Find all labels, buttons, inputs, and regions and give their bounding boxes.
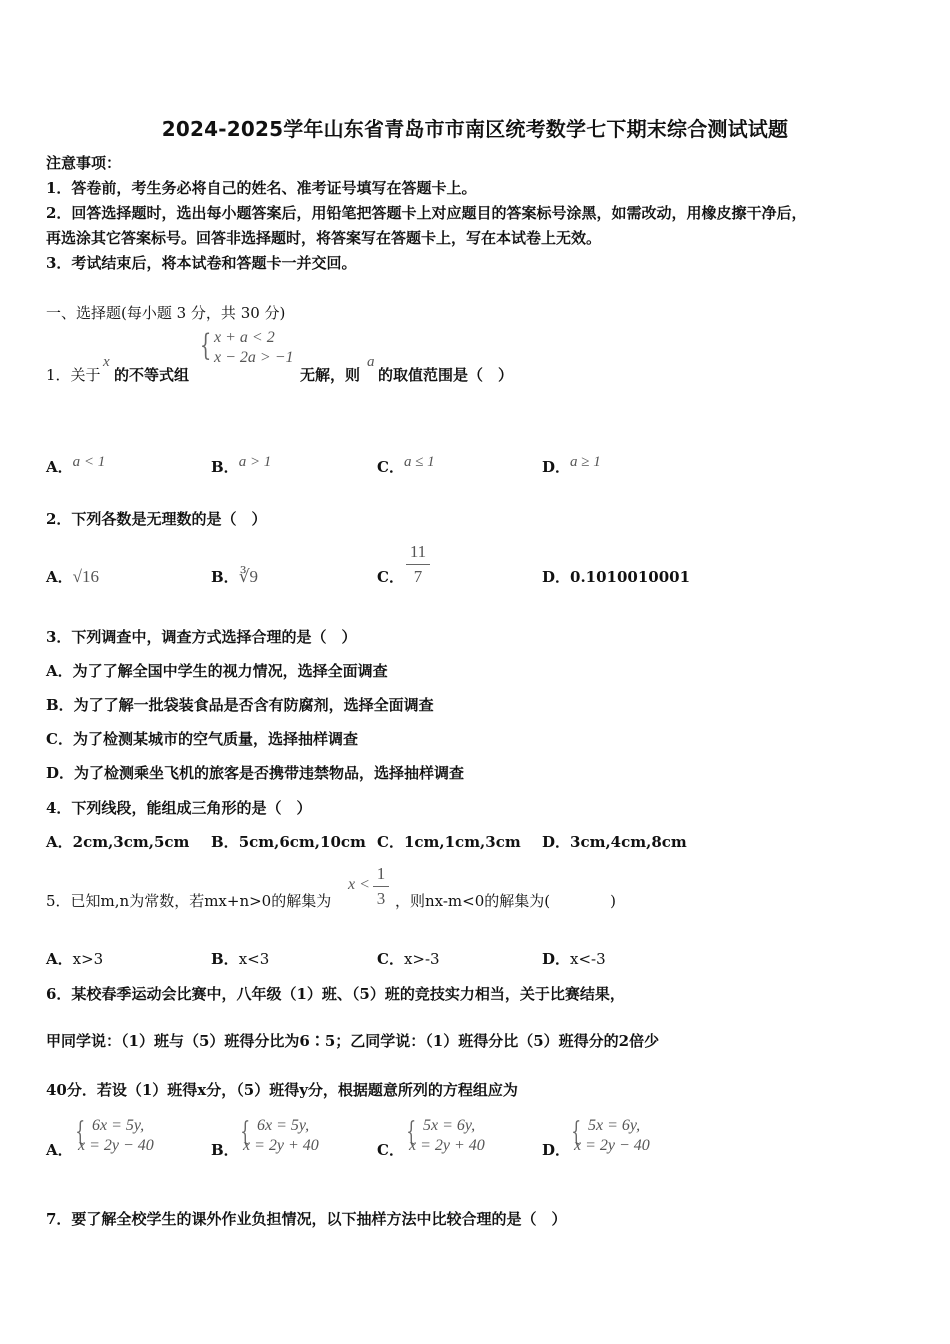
- q6-option-a-eq2: x = 2y − 40: [78, 1137, 154, 1154]
- q4-option-a-label: A．: [46, 833, 73, 851]
- q5-prefix: 5．已知m,n为常数，若mx+n>0的解集为: [46, 892, 332, 910]
- q4-option-a-text: 2cm,3cm,5cm: [72, 833, 190, 851]
- q3-option-c: C．为了检测某城市的空气质量，选择抽样调查: [46, 730, 358, 748]
- q1-suffix2: 的取值范围是（ ）: [378, 366, 514, 384]
- q2-option-b-math: ∛9: [238, 567, 259, 586]
- q1-option-a-math: a < 1: [72, 454, 106, 470]
- q5-den: 3: [376, 889, 386, 908]
- q6-option-b-system: [243, 1116, 319, 1156]
- q1-option-c: [377, 456, 435, 477]
- q4-option-a: [46, 831, 189, 852]
- q2-option-a: [46, 566, 99, 587]
- q2-option-b: [211, 566, 258, 587]
- q2-option-c-label: C．: [377, 568, 404, 586]
- q5-option-a-label: A．: [46, 950, 73, 968]
- q5-option-b-label: B．: [211, 950, 239, 968]
- q6-option-b-eq1: 6x = 5y,: [257, 1117, 310, 1134]
- q6-option-c-brace: {: [406, 1117, 417, 1147]
- q6-option-a-label-wrap: [46, 1139, 73, 1160]
- q1-option-d-math: a ≥ 1: [570, 454, 601, 470]
- q6-option-b-brace: {: [240, 1117, 251, 1147]
- q5-option-c: [377, 948, 440, 969]
- q2-option-d: [542, 566, 690, 587]
- q4-option-c: [377, 831, 521, 852]
- q2-option-a-label: A．: [46, 568, 73, 586]
- q5-option-a: [46, 948, 103, 969]
- q2-text: 2．下列各数是无理数的是（ ）: [46, 510, 267, 528]
- q5-bar: [373, 886, 389, 887]
- q5-option-c-text: x>-3: [403, 950, 440, 968]
- q6-option-d-eq1: 5x = 6y,: [588, 1117, 641, 1134]
- q1-system: [214, 328, 294, 368]
- q2-option-d-text: 0.1010010001: [570, 568, 691, 586]
- q1-option-d: [542, 456, 601, 477]
- q6-line-1: 6．某校春季运动会比赛中，八年级（1）班、（5）班的竞技实力相当，关于比赛结果，: [46, 985, 625, 1003]
- q6-option-a-system: [78, 1116, 154, 1156]
- notice-item-1: 1．答卷前，考生务必将自己的姓名、准考证号填写在答题卡上。: [46, 179, 477, 197]
- notice-item-3: 3．考试结束后，将本试卷和答题卡一并交回。: [46, 254, 357, 272]
- q4-option-c-label: C．: [377, 833, 404, 851]
- q6-option-a-eq1: 6x = 5y,: [92, 1117, 145, 1134]
- q5-option-a-text: x>3: [72, 950, 104, 968]
- q1-sys-line2: x − 2a > −1: [214, 349, 294, 366]
- q6-option-a-brace: {: [75, 1117, 86, 1147]
- q6-option-d-brace: {: [571, 1117, 582, 1147]
- q6-option-d-system: [574, 1116, 650, 1156]
- q1-var-x: x: [103, 354, 110, 370]
- notice-heading: 注意事项：: [46, 154, 122, 172]
- q6-option-b-eq2: x = 2y + 40: [243, 1137, 319, 1154]
- page-title: 2024-2025学年山东省青岛市市南区统考数学七下期末综合测试试题: [161, 117, 789, 141]
- q1-option-b: [211, 456, 271, 477]
- q1-option-a: [46, 456, 105, 477]
- q4-option-b-text: 5cm,6cm,10cm: [238, 833, 366, 851]
- q6-option-b-label-wrap: [211, 1139, 239, 1160]
- q2-option-c-fraction: [406, 542, 430, 587]
- q1-option-b-math: a > 1: [238, 454, 272, 470]
- q1-prefix: 1．关于: [46, 366, 101, 384]
- q1-option-b-label: B．: [211, 458, 239, 476]
- q1-sys-line1: x + a < 2: [214, 329, 275, 346]
- q5-option-d: [542, 948, 606, 969]
- q3-option-a: A．为了了解全国中学生的视力情况，选择全面调查: [46, 662, 388, 680]
- q6-option-a-label: A．: [46, 1141, 73, 1159]
- q4-option-d-text: 3cm,4cm,8cm: [570, 833, 687, 851]
- q4-text: 4．下列线段，能组成三角形的是（ ）: [46, 799, 312, 817]
- q2-option-c: [377, 566, 404, 587]
- q1-brace: {: [199, 328, 212, 363]
- q4-option-c-text: 1cm,1cm,3cm: [403, 833, 521, 851]
- q2-option-b-label: B．: [211, 568, 239, 586]
- q2-option-a-math: √16: [72, 567, 99, 586]
- q4-option-b: [211, 831, 366, 852]
- q6-option-c-label-wrap: [377, 1139, 404, 1160]
- q6-option-c-eq1: 5x = 6y,: [423, 1117, 476, 1134]
- q6-option-c-label: C．: [377, 1141, 404, 1159]
- q6-line-2: 甲同学说：（1）班与（5）班得分比为6∶5；乙同学说：（1）班得分比（5）班得分的2倍少: [46, 1032, 660, 1050]
- section-heading: 一、选择题(每小题 3 分，共 30 分): [46, 304, 286, 322]
- q1-var-a: a: [367, 354, 375, 370]
- notice-item-2a: 2．回答选择题时，选出每小题答案后，用铅笔把答题卡上对应题目的答案标号涂黑，如需改动，用橡皮擦干净后，: [46, 204, 807, 222]
- q6-option-d-label-wrap: [542, 1139, 570, 1160]
- q5-ineq: x <: [348, 876, 370, 893]
- q4-option-b-label: B．: [211, 833, 239, 851]
- q6-option-d-label: D．: [542, 1141, 571, 1159]
- q1-option-c-math: a ≤ 1: [403, 454, 435, 470]
- q2-option-d-label: D．: [542, 568, 571, 586]
- q1-option-c-label: C．: [377, 458, 404, 476]
- q2-option-c-bar: [406, 564, 430, 565]
- q2-option-c-den: 7: [413, 567, 423, 586]
- q1-option-a-label: A．: [46, 458, 73, 476]
- q1-option-d-label: D．: [542, 458, 571, 476]
- q2-option-c-num: 11: [409, 542, 427, 561]
- q6-line-3: 40分．若设（1）班得x分，（5）班得y分，根据题意所列的方程组应为: [46, 1081, 518, 1099]
- q5-suffix: ，则nx-m<0的解集为( ): [395, 892, 616, 910]
- q7-text: 7．要了解全校学生的课外作业负担情况，以下抽样方法中比较合理的是（ ）: [46, 1210, 567, 1228]
- q4-option-d: [542, 831, 687, 852]
- q5-option-b-text: x<3: [238, 950, 270, 968]
- q6-option-c-system: [409, 1116, 485, 1156]
- q5-num: 1: [376, 864, 386, 883]
- q5-option-c-label: C．: [377, 950, 404, 968]
- notice-item-2b: 再选涂其它答案标号。回答非选择题时，将答案写在答题卡上，写在本试卷上无效。: [46, 229, 602, 247]
- q6-option-d-eq2: x = 2y − 40: [574, 1137, 650, 1154]
- q3-option-d: D．为了检测乘坐飞机的旅客是否携带违禁物品，选择抽样调查: [46, 764, 465, 782]
- q3-option-b: B．为了了解一批袋装食品是否含有防腐剂，选择全面调查: [46, 696, 434, 714]
- q5-option-d-label: D．: [542, 950, 571, 968]
- q5-fraction: [373, 864, 389, 909]
- q6-option-b-label: B．: [211, 1141, 239, 1159]
- q3-text: 3．下列调查中，调查方式选择合理的是（ ）: [46, 628, 357, 646]
- q1-suffix1: 无解，则: [300, 366, 361, 384]
- q5-option-d-text: x<-3: [570, 950, 606, 968]
- q4-option-d-label: D．: [542, 833, 571, 851]
- q5-option-b: [211, 948, 269, 969]
- q1-mid: 的不等式组: [114, 366, 190, 384]
- q6-option-c-eq2: x = 2y + 40: [409, 1137, 485, 1154]
